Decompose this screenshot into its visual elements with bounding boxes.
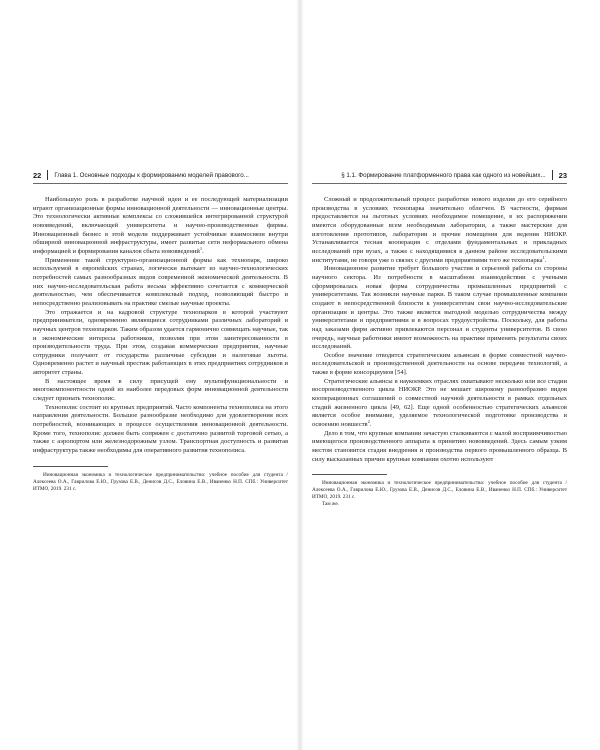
page-number: 22 — [33, 170, 42, 180]
footnote-marker: 1 — [199, 245, 203, 251]
footnotes — [312, 480, 567, 508]
running-head: Глава 1. Основные подходы к формированию моделей правового... — [54, 171, 249, 179]
running-head: § 1.1. Формирование платформенного права как одного из новейших... — [341, 171, 546, 179]
right-body-text — [312, 196, 567, 464]
header-divider — [552, 170, 553, 180]
footnote-text: Там же. — [322, 501, 340, 508]
paragraph: Технополис состоит из крупных предприятий. Часто компоненты технополиса на этого направления деятельности. Большое разнообразие необходимо для удовлетворения всех потребностей, возникающих в процессе осуществления инновационной деятельности. Кроме того, технополис должен быть сопряжен с достаточно развитой торговой сетью, а также с аэропортом или железнодорожным узлом. Транспортная доступность и развитая инфраструктура также необходимы для оперативного развития технополиса. — [33, 403, 288, 455]
footnote-rule — [312, 474, 387, 475]
footnote-text: Инновационная экономика и технологическое предпринимательство: учебное пособие для студента / Алексеева О.А., Гаврилова Е.Ю., Грузова Е.В., Денисов Д.С., Еловина Е.В., Иваненко Н.П. СПб.: Университет ИТМО, 2019. 231 с. — [33, 471, 288, 492]
footnote-rule — [33, 466, 108, 467]
left-body-text — [33, 196, 288, 456]
header-divider — [47, 170, 48, 180]
right-page — [312, 168, 567, 508]
paragraph: Стратегические альянсы в наукоемких отраслях охватывают несколько или все стадии воспроизводственного цикла НИОКР. Это не мешает широкому разнообразию видов кооперационных соглашений о совместной научной деятельности в рамках отдельных стадий жизненного цикла [49, 62]. Еще одной особенностью стратегических альянсов является особое внимание, уделяемое технологической подготовке производства и освоению новшеств$^2$. — [312, 377, 567, 429]
left-page — [33, 168, 288, 492]
book-gutter — [296, 0, 304, 750]
paragraph: Применение такой структурно-организационной формы как технопарк, широко используемой в европейских странах, логически вытекает из научно-технологических потребностей самых разнообразных видов современной экономической деятельности. В них научно-исследовательская работа весьма эффективно сочетается с коммерческой деятельностью, чем обеспечивается комплексный подход, позволяющий быстро и непосредственно реализовывать на практике смелые научные проекты. — [33, 256, 288, 307]
left-running-header — [33, 168, 288, 184]
page-number: 23 — [558, 170, 567, 180]
paragraph: Сложный и продолжительный процесс разработки нового изделия до его серийного производства в условиях технопарка значительно облегчен. В частности, фирмам предоставляется на льготных условиях необходимое помещение, в их распоряжении имеются оборудованные всем необходимым лаборатории, а также мастерские для изготовления прототипов, лаборатории и прочие помещения для ведения НИОКР. Устанавливается тесная кооперация с отделами фундаментальных и прикладных исследований при вузах, а также с находящимися в данном районе исследовательскими институтами, не говоря уже о связях с другими предприятиями того же технопарка$^1$. — [312, 196, 567, 264]
paragraph: Дело в том, что крупные компании зачастую сталкиваются с малой восприимчивостью имеющегося производственного аппарата к принятию нововведений. Здесь самым узким местом становится стадия внедрения и производства первого промышленного образца. В силу высказанных причин крупные компании охотно используют — [312, 429, 567, 463]
paragraph: Инновационное развитие требует большого участия и серьезной работы со стороны научного сектора. Из потребности в масштабном взаимодействии с учеными сформировалась новая форма сотрудничества промышленных предприятий с университетами. Так возникли научные парки. В таком случае промышленные компании создают в непосредственной близости к университетам свои научно-исследовательские организации и центры. Это также является выгодной моделью сотрудничества между университетами и предприятиями и в вопросах трудоустройства. Поскольку, для работы над заказами фирм активно привлекаются персонал и студенты университетов. В свою очередь, научные работники имеют возможность на практике применять результаты своих исследований. — [312, 265, 567, 351]
footnote — [33, 472, 288, 493]
footnote-marker: 2 — [367, 418, 370, 424]
paragraph: Это отражается и на кадровой структуре технопарков в которой участвуют предприниматели, одновременно являющиеся сотрудниками различных лабораторий и научных центров технопарков. Таким образом удается гармонично совмещать научные, так и экономические интересы работников, позволяя при этом заинтересованности в производительности труда. При этом, создавая коммерческие предприятия, научные сотрудники получают от государства различные субсидии и налоговые льготы. Одновременно растет и научный престиж работающих в этих предприятиях сотрудников и авторитет страны. — [33, 308, 288, 377]
paragraph: Особое значение отводится стратегическим альянсам в форме совместной научно-исследовательской и производственной деятельности на основе передачи технологий, а также в форме консорциумов [54]. — [312, 351, 567, 377]
right-running-header — [312, 168, 567, 184]
paragraph: В настоящее время в силу присущей ему мультифункциональности и многокомпонентности одной из наиболее передовых форм инновационной деятельности следует признать технополис. — [33, 377, 288, 403]
footnote-text: Инновационная экономика и технологическое предпринимательство: учебное пособие для студента / Алексеева О.А., Гаврилова Е.Ю., Грузова Е.В., Денисов Д.С., Еловина Е.В., Иваненко Н.П. СПб.: Университет ИТМО, 2019. 231 с. — [312, 480, 567, 501]
paragraph: Наибольшую роль в разработке научной идеи и ее последующей материализации играют организационные формы инновационной деятельности — инновационные центры. Это технологически активные комплексы со сложившейся интегрированной структурой нововведений, включающей университеты и научно-производственные фирмы. Инновационный бизнес в этой модели поддерживает устойчивые взаимосвязи внутри обширной инновационной инфраструктуры, имеет развитые сети неформального обмена информацией и формирования каналов сбыта нововведений$^1$. — [33, 196, 288, 255]
footnote-marker: 1 — [542, 254, 545, 260]
